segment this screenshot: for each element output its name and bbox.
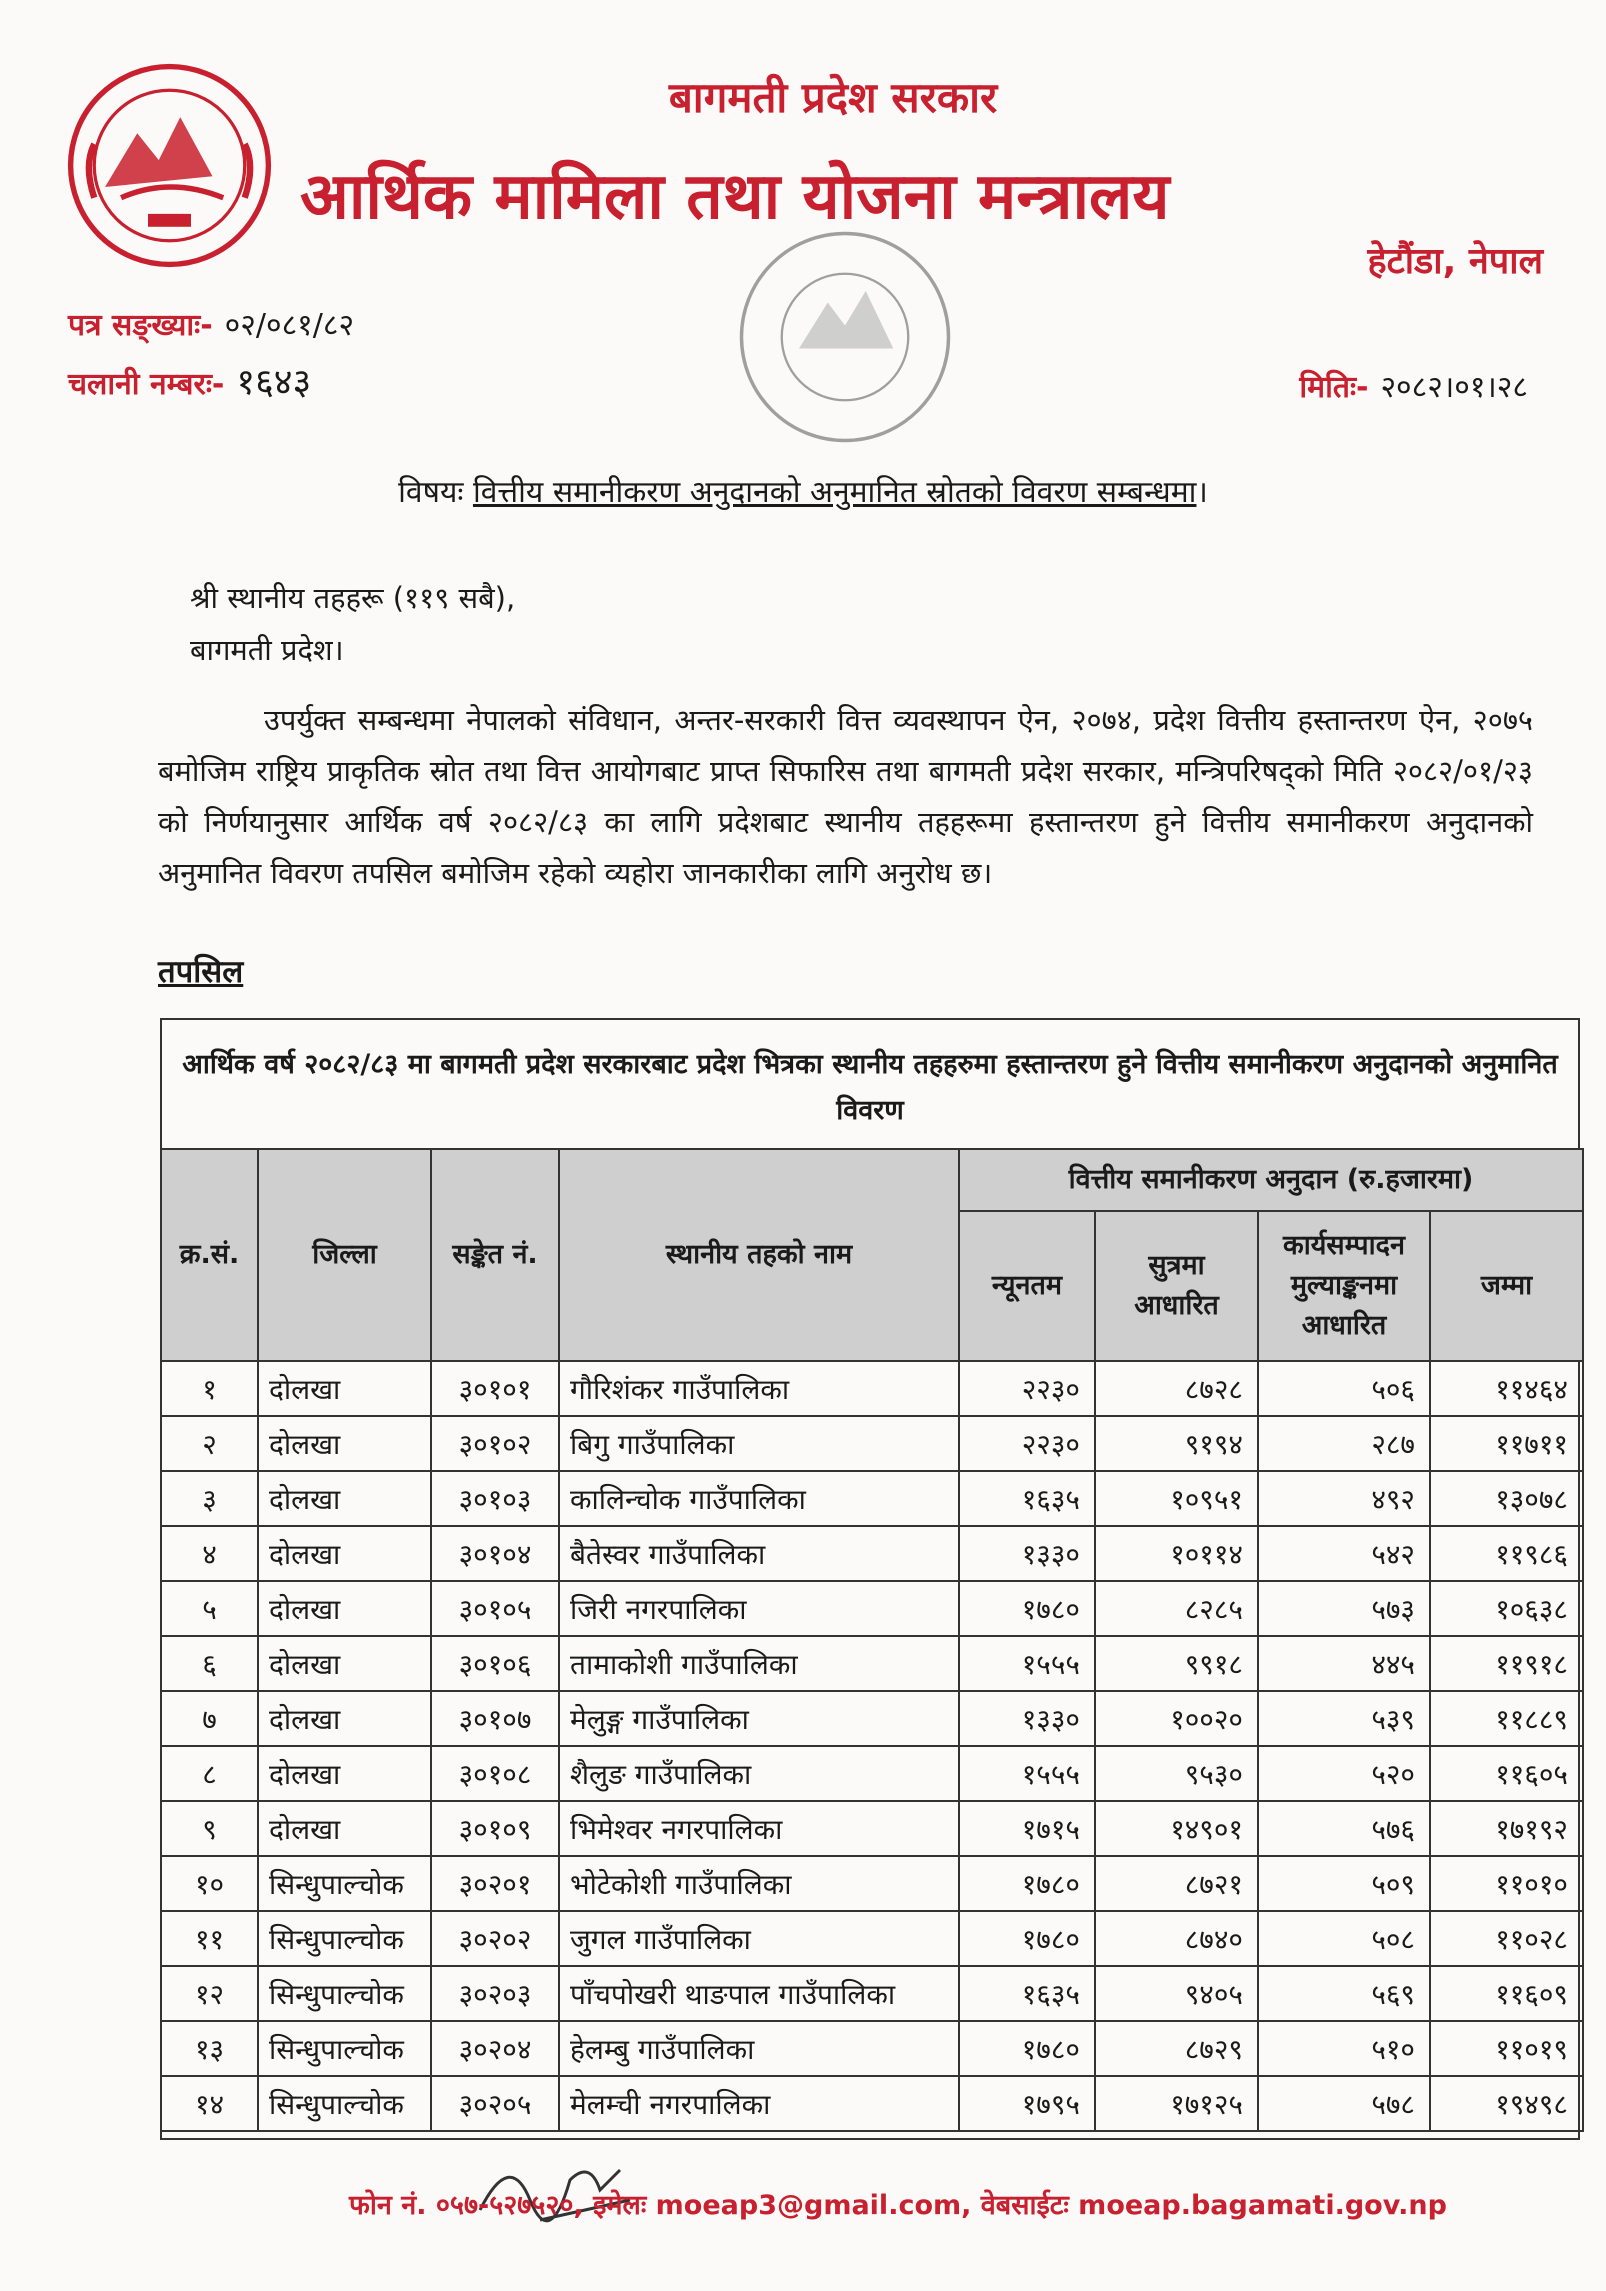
row-name: जिरी नगरपालिका [559,1581,959,1636]
subject-line [0,470,1606,511]
row-name: भिमेश्वर नगरपालिका [559,1801,959,1856]
row-code: ३०१०२ [431,1416,559,1471]
subject-text: वित्तीय समानीकरण अनुदानको अनुमानित स्रोतको विवरण सम्बन्धमा [472,475,1197,510]
header-ministry: आर्थिक मामिला तथा योजना मन्त्रालय [300,160,1170,234]
table-row [161,1966,1583,2021]
row-district: सिन्धुपाल्चोक [258,2076,431,2131]
table-row [161,1471,1583,1526]
row-sn: १४ [161,2076,258,2131]
row-min: १५५५ [959,1746,1095,1801]
dispatch-value: १६४३ [236,362,312,403]
row-performance: २८७ [1258,1416,1430,1471]
row-name: हेलम्बु गाउँपालिका [559,2021,959,2076]
row-sn: ७ [161,1691,258,1746]
row-sn: २ [161,1416,258,1471]
row-total: ११४६४ [1430,1361,1583,1416]
row-code: ३०१०१ [431,1361,559,1416]
table-row [161,1526,1583,1581]
row-district: सिन्धुपाल्चोक [258,2021,431,2076]
row-sn: ८ [161,1746,258,1801]
row-performance: ५२० [1258,1746,1430,1801]
row-min: १७१५ [959,1801,1095,1856]
row-formula: ९१९४ [1095,1416,1258,1471]
row-min: १६३५ [959,1471,1095,1526]
table-row [161,1361,1583,1416]
col-performance: कार्यसम्पादन मुल्याङ्कनमा आधारित [1258,1211,1430,1361]
row-name: मेलम्ची नगरपालिका [559,2076,959,2131]
header-location: हेटौंडा, नेपाल [1367,241,1543,282]
row-name: गौरिशंकर गाउँपालिका [559,1361,959,1416]
row-min: १३३० [959,1691,1095,1746]
row-formula: ९५३० [1095,1746,1258,1801]
row-total: ११०१० [1430,1856,1583,1911]
row-performance: ५४२ [1258,1526,1430,1581]
row-district: दोलखा [258,1801,431,1856]
row-code: ३०१०८ [431,1746,559,1801]
col-min: न्यूनतम [959,1211,1095,1361]
col-sn: क्र.सं. [161,1149,258,1361]
row-name: जुगल गाउँपालिका [559,1911,959,1966]
row-formula: ८७२९ [1095,2021,1258,2076]
row-name: तामाकोशी गाउँपालिका [559,1636,959,1691]
details-heading: तपसिल [158,954,244,990]
row-performance: ५०६ [1258,1361,1430,1416]
row-name: भोटेकोशी गाउँपालिका [559,1856,959,1911]
row-formula: १०९५१ [1095,1471,1258,1526]
addressee-line1: श्री स्थानीय तहहरू (११९ सबै), [190,581,516,615]
row-district: दोलखा [258,1361,431,1416]
row-sn: १२ [161,1966,258,2021]
row-code: ३०२०३ [431,1966,559,2021]
row-code: ३०१०९ [431,1801,559,1856]
row-district: सिन्धुपाल्चोक [258,1856,431,1911]
col-code: सङ्केत नं. [431,1149,559,1361]
row-code: ३०१०४ [431,1526,559,1581]
body-paragraph: उपर्युक्त सम्बन्धमा नेपालको संविधान, अन्तर-सरकारी वित्त व्यवस्थापन ऐन, २०७४, प्रदेश वित्तीय हस्तान्तरण ऐन, २०७५ बमोजिम राष्ट्रिय प्राकृतिक स्रोत तथा वित्त आयोगबाट प्राप्त सिफारिस तथा बागमती प्रदेश सरकार, मन्त्रिपरिषद्को मिति २०८२/०१/२३ को निर्णयानुसार आर्थिक वर्ष २०८२/८३ का लागि प्रदेशबाट स्थानीय तहहरूमा हस्तान्तरण हुने वित्तीय समानीकरण अनुदानको अनुमानित विवरण तपसिल बमोजिम रहेको व्यहोरा जानकारीका लागि अनुरोध छ। [158,703,1533,890]
row-min: १६३५ [959,1966,1095,2021]
table-row [161,1416,1583,1471]
row-sn: ११ [161,1911,258,1966]
row-performance: ४४५ [1258,1636,1430,1691]
table-row [161,2021,1583,2076]
row-code: ३०१०५ [431,1581,559,1636]
row-total: ११८८९ [1430,1691,1583,1746]
row-district: दोलखा [258,1416,431,1471]
row-formula: ८७४० [1095,1911,1258,1966]
dispatch-number [68,356,311,405]
reference-number [68,303,354,344]
row-code: ३०२०४ [431,2021,559,2076]
row-formula: १००२० [1095,1691,1258,1746]
grant-table [160,1148,1584,2132]
row-sn: १३ [161,2021,258,2076]
col-group: वित्तीय समानीकरण अनुदान (रु.हजारमा) [959,1149,1583,1211]
row-name: बिगु गाउँपालिका [559,1416,959,1471]
row-min: १७८० [959,1581,1095,1636]
row-sn: १ [161,1361,258,1416]
row-performance: ५०९ [1258,1856,1430,1911]
row-code: ३०१०३ [431,1471,559,1526]
reference-value: ०२/०८१/८२ [224,308,355,343]
row-formula: ८२८५ [1095,1581,1258,1636]
row-district: दोलखा [258,1471,431,1526]
row-min: १७८० [959,2021,1095,2076]
row-total: ११६०९ [1430,1966,1583,2021]
row-sn: ४ [161,1526,258,1581]
row-total: १९४९८ [1430,2076,1583,2131]
row-formula: ९९१८ [1095,1636,1258,1691]
header-province: बागमती प्रदेश सरकार [668,73,998,122]
row-total: ११९८६ [1430,1526,1583,1581]
row-name: मेलुङ्ग गाउँपालिका [559,1691,959,1746]
ministry-seal-icon [730,222,960,452]
row-performance: ५७३ [1258,1581,1430,1636]
row-total: ११९१८ [1430,1636,1583,1691]
dispatch-label: चलानी नम्बरः- [68,367,225,402]
row-sn: ६ [161,1636,258,1691]
table-row [161,1746,1583,1801]
row-performance: ५७८ [1258,2076,1430,2131]
col-formula: सुत्रमा आधारित [1095,1211,1258,1361]
row-name: बैतेस्वर गाउँपालिका [559,1526,959,1581]
row-min: २२३० [959,1416,1095,1471]
row-formula: १०११४ [1095,1526,1258,1581]
row-code: ३०२०१ [431,1856,559,1911]
date-value: २०८२।०१।२८ [1380,370,1528,405]
table-row [161,2076,1583,2131]
grant-table-box [160,1018,1580,2140]
col-district: जिल्ला [258,1149,431,1361]
row-name: शैलुङ गाउँपालिका [559,1746,959,1801]
footer-contact: फोन नं. ०५७-५२७५२०, इमेलः moeap3@gmail.com, वेबसाईटः moeap.bagamati.gov.np [349,2190,1447,2221]
row-sn: १० [161,1856,258,1911]
row-min: १३३० [959,1526,1095,1581]
addressee-line2: बागमती प्रदेश। [190,633,344,667]
row-total: १०६३८ [1430,1581,1583,1636]
table-title: आर्थिक वर्ष २०८२/८३ मा बागमती प्रदेश सरकारबाट प्रदेश भित्रका स्थानीय तहहरुमा हस्तान्तरण हुने वित्तीय समानीकरण अनुदानको अनुमानित विवरण [182,1049,1558,1126]
row-code: ३०१०७ [431,1691,559,1746]
row-name: कालिन्चोक गाउँपालिका [559,1471,959,1526]
row-total: ११०१९ [1430,2021,1583,2076]
table-row [161,1581,1583,1636]
table-row [161,1636,1583,1691]
subject-end: । [1196,475,1208,510]
row-formula: १४९०१ [1095,1801,1258,1856]
row-formula: १७१२५ [1095,2076,1258,2131]
row-code: ३०२०५ [431,2076,559,2131]
row-sn: ५ [161,1581,258,1636]
row-total: ११०२८ [1430,1911,1583,1966]
row-district: दोलखा [258,1746,431,1801]
table-row [161,1691,1583,1746]
row-performance: ५१० [1258,2021,1430,2076]
row-code: ३०२०२ [431,1911,559,1966]
row-performance: ४९२ [1258,1471,1430,1526]
reference-label: पत्र सङ्ख्याः- [68,308,213,343]
row-name: पाँचपोखरी थाङपाल गाउँपालिका [559,1966,959,2021]
row-min: २२३० [959,1361,1095,1416]
row-district: सिन्धुपाल्चोक [258,1966,431,2021]
row-performance: ५६९ [1258,1966,1430,2021]
row-total: ११६०५ [1430,1746,1583,1801]
row-district: दोलखा [258,1526,431,1581]
row-min: १५५५ [959,1636,1095,1691]
date-label: मितिः- [1299,370,1369,405]
row-code: ३०१०६ [431,1636,559,1691]
row-performance: ५३९ [1258,1691,1430,1746]
row-performance: ५७६ [1258,1801,1430,1856]
row-district: सिन्धुपाल्चोक [258,1911,431,1966]
row-total: १३०७८ [1430,1471,1583,1526]
table-row [161,1856,1583,1911]
row-district: दोलखा [258,1581,431,1636]
row-min: १७९५ [959,2076,1095,2131]
row-min: १७८० [959,1856,1095,1911]
row-formula: ८७२१ [1095,1856,1258,1911]
row-sn: ३ [161,1471,258,1526]
row-district: दोलखा [258,1636,431,1691]
col-total: जम्मा [1430,1211,1583,1361]
table-body [161,1361,1583,2131]
table-row [161,1911,1583,1966]
row-district: दोलखा [258,1691,431,1746]
row-formula: ९४०५ [1095,1966,1258,2021]
letter-date [1299,365,1528,406]
row-sn: ९ [161,1801,258,1856]
row-total: १७१९२ [1430,1801,1583,1856]
col-name: स्थानीय तहको नाम [559,1149,959,1361]
row-min: १७८० [959,1911,1095,1966]
row-total: ११७११ [1430,1416,1583,1471]
subject-label: विषयः [398,475,464,510]
table-row [161,1801,1583,1856]
row-formula: ८७२८ [1095,1361,1258,1416]
row-performance: ५०८ [1258,1911,1430,1966]
